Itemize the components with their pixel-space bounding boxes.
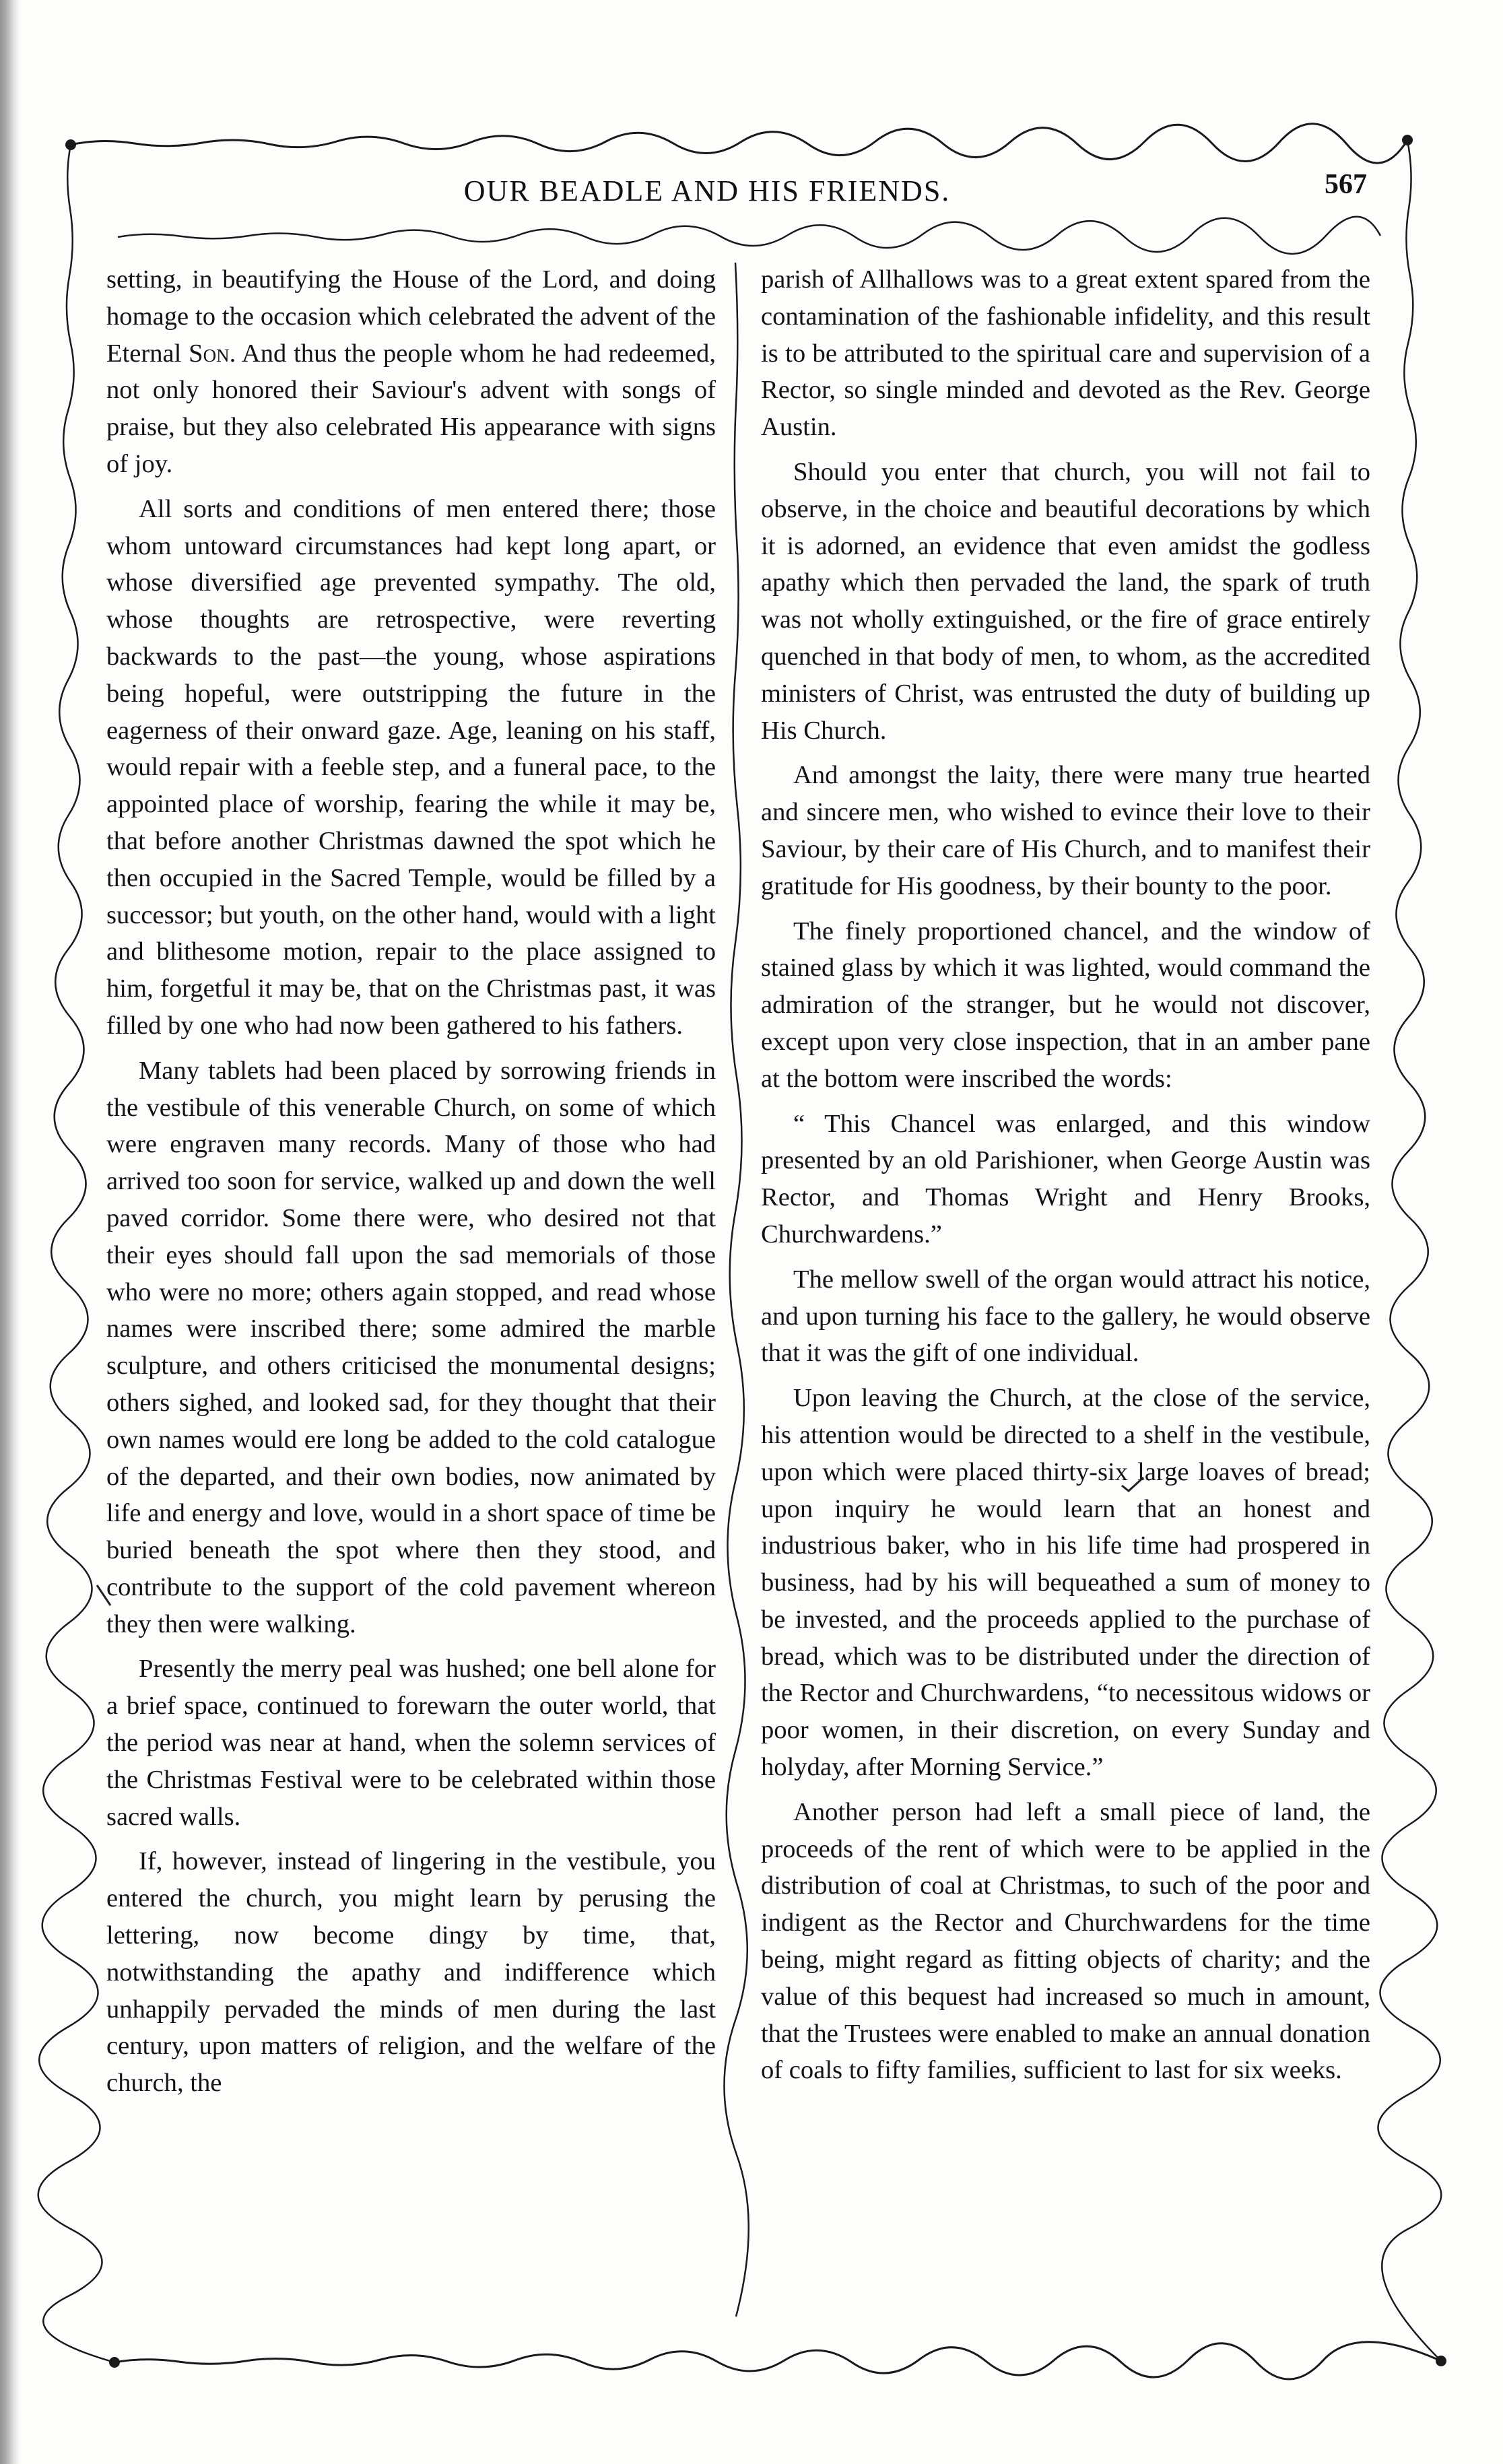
paragraph: The mellow swell of the organ would attract his notice, and upon turning his face to the gallery, he would observe that it was the gift of one individual. (761, 1265, 1370, 1368)
paragraph: The finely proportioned chancel, and the window of stained glass by which it was lighted, would command the admiration of the stranger, but he would not discover, except upon very close inspection, that in an amber pane at the bottom were inscribed the words: (761, 917, 1370, 1093)
paragraph: Upon leaving the Church, at the close of the service, his attention would be directed to a shelf in the vestibule, upon which were placed thirty-six large loaves of bread; upon inquiry he would learn that an honest and industrious baker, who in his life time had prospered in business, had by his will bequeathed a sum of money to be invested, and the proceeds applied to the purchase of bread, which was to be distributed under the direction of the Rector and Churchwardens, “to necessitous widows or poor women, in their discretion, on every Sunday and holyday, after Morning Service.” (761, 1384, 1370, 1782)
page-number: 567 (1325, 169, 1367, 200)
margin-tick-mark (94, 1583, 114, 1609)
quotation: “ This Chancel was enlarged, and this window presented by an old Parishioner, when George Austin was Rector, and Thomas Wright and Henry Brooks, Churchwardens.” (761, 1109, 1370, 1248)
left-column (106, 261, 716, 2110)
check-mark (1119, 1473, 1146, 1494)
paragraph (106, 261, 716, 483)
paragraph: Many tablets had been placed by sorrowing friends in the vestibule of this venerable Church, on some of which were engraven many records. Many of those who had arrived too soon for service, walked up and down the well paved corridor. Some there were, who desired not that their eyes should fall upon the sad memorials of those who were no more; others again stopped, and read whose names were inscribed there; some admired the marble sculpture, and others criticised the monumental designs; others sighed, and looked sad, for they thought that their own names would ere long be added to the cold catalogue of the departed, and their own bodies, now animated by life and energy and love, would in a short space of time be buried beneath the spot where then they stood, and contribute to the support of the cold pavement whereon they then were walking. (106, 1056, 716, 1638)
paragraph: parish of Allhallows was to a great extent spared from the contamination of the fashionable infidelity, and this result is to be attributed to the spiritual care and supervision of a Rector, so single minded and devoted as the Rev. George Austin. (761, 265, 1370, 442)
paragraph-text: . And thus the people whom he had redeemed, not only honored their Saviour's advent with songs of praise, but they also celebrated His appearance with signs of joy. (106, 339, 716, 478)
paragraph: Presently the merry peal was hushed; one bell alone for a brief space, continued to forewarn the outer world, that the period was near at hand, when the solemn services of the Christmas Festival were to be celebrated within those sacred walls. (106, 1655, 716, 1831)
right-column (761, 261, 1370, 2097)
paragraph-text: setting, in beautifying the House of the Lord, and doing homage to the occasion which celebrated the advent of the Eternal (106, 265, 716, 368)
running-title: OUR BEADLE AND HIS FRIENDS. (463, 174, 951, 207)
paragraph: Should you enter that church, you will not fail to observe, in the choice and beautiful decorations by which it is adorned, an evidence that even amidst the godless apathy which then pervaded the land, the spark of truth was not wholly extinguished, or the fire of grace entirely quenched in that body of men, to whom, as the accredited ministers of Christ, was entrusted the duty of building up His Church. (761, 457, 1370, 745)
paragraph: And amongst the laity, there were many true hearted and sincere men, who wished to evince their love to their Saviour, by their care of His Church, and to manifest their gratitude for His goodness, by their bounty to the poor. (761, 761, 1370, 900)
paragraph: Another person had left a small piece of land, the proceeds of the rent of which were to be applied in the distribution of coal at Christmas, to such of the poor and indigent as the Rector and Churchwardens for the time being, might regard as fitting objects of charity; and the value of this bequest had increased so much in amount, that the Trustees were enabled to make an annual donation of coals to fifty families, sufficient to last for six weeks. (761, 1797, 1370, 2085)
paragraph: All sorts and conditions of men entered there; those whom untoward circumstances had kept long apart, or whose diversified age prevented sympathy. The old, whose thoughts are retrospective, were reverting backwards to the past—the young, whose aspirations being hopeful, were outstripping the future in the eagerness of their onward gaze. Age, leaning on his staff, would repair with a feeble step, and a funeral pace, to the appointed place of worship, fearing the while it may be, that before another Christmas dawned the spot which he then occupied in the Sacred Temple, would be filled by a successor; but youth, on the other hand, would with a light and blithesome motion, repair to the place assigned to him, forgetful it may be, that on the Christmas past, it was filled by one who had now been gathered to his fathers. (106, 494, 716, 1040)
small-caps-word: Son (189, 339, 230, 368)
paragraph: If, however, instead of lingering in the vestibule, you entered the church, you might learn by perusing the lettering, now become dingy by time, that, notwithstanding the apathy and indifference which unhappily pervaded the minds of men during the last century, upon matters of religion, and the welfare of the church, the (106, 1847, 716, 2098)
